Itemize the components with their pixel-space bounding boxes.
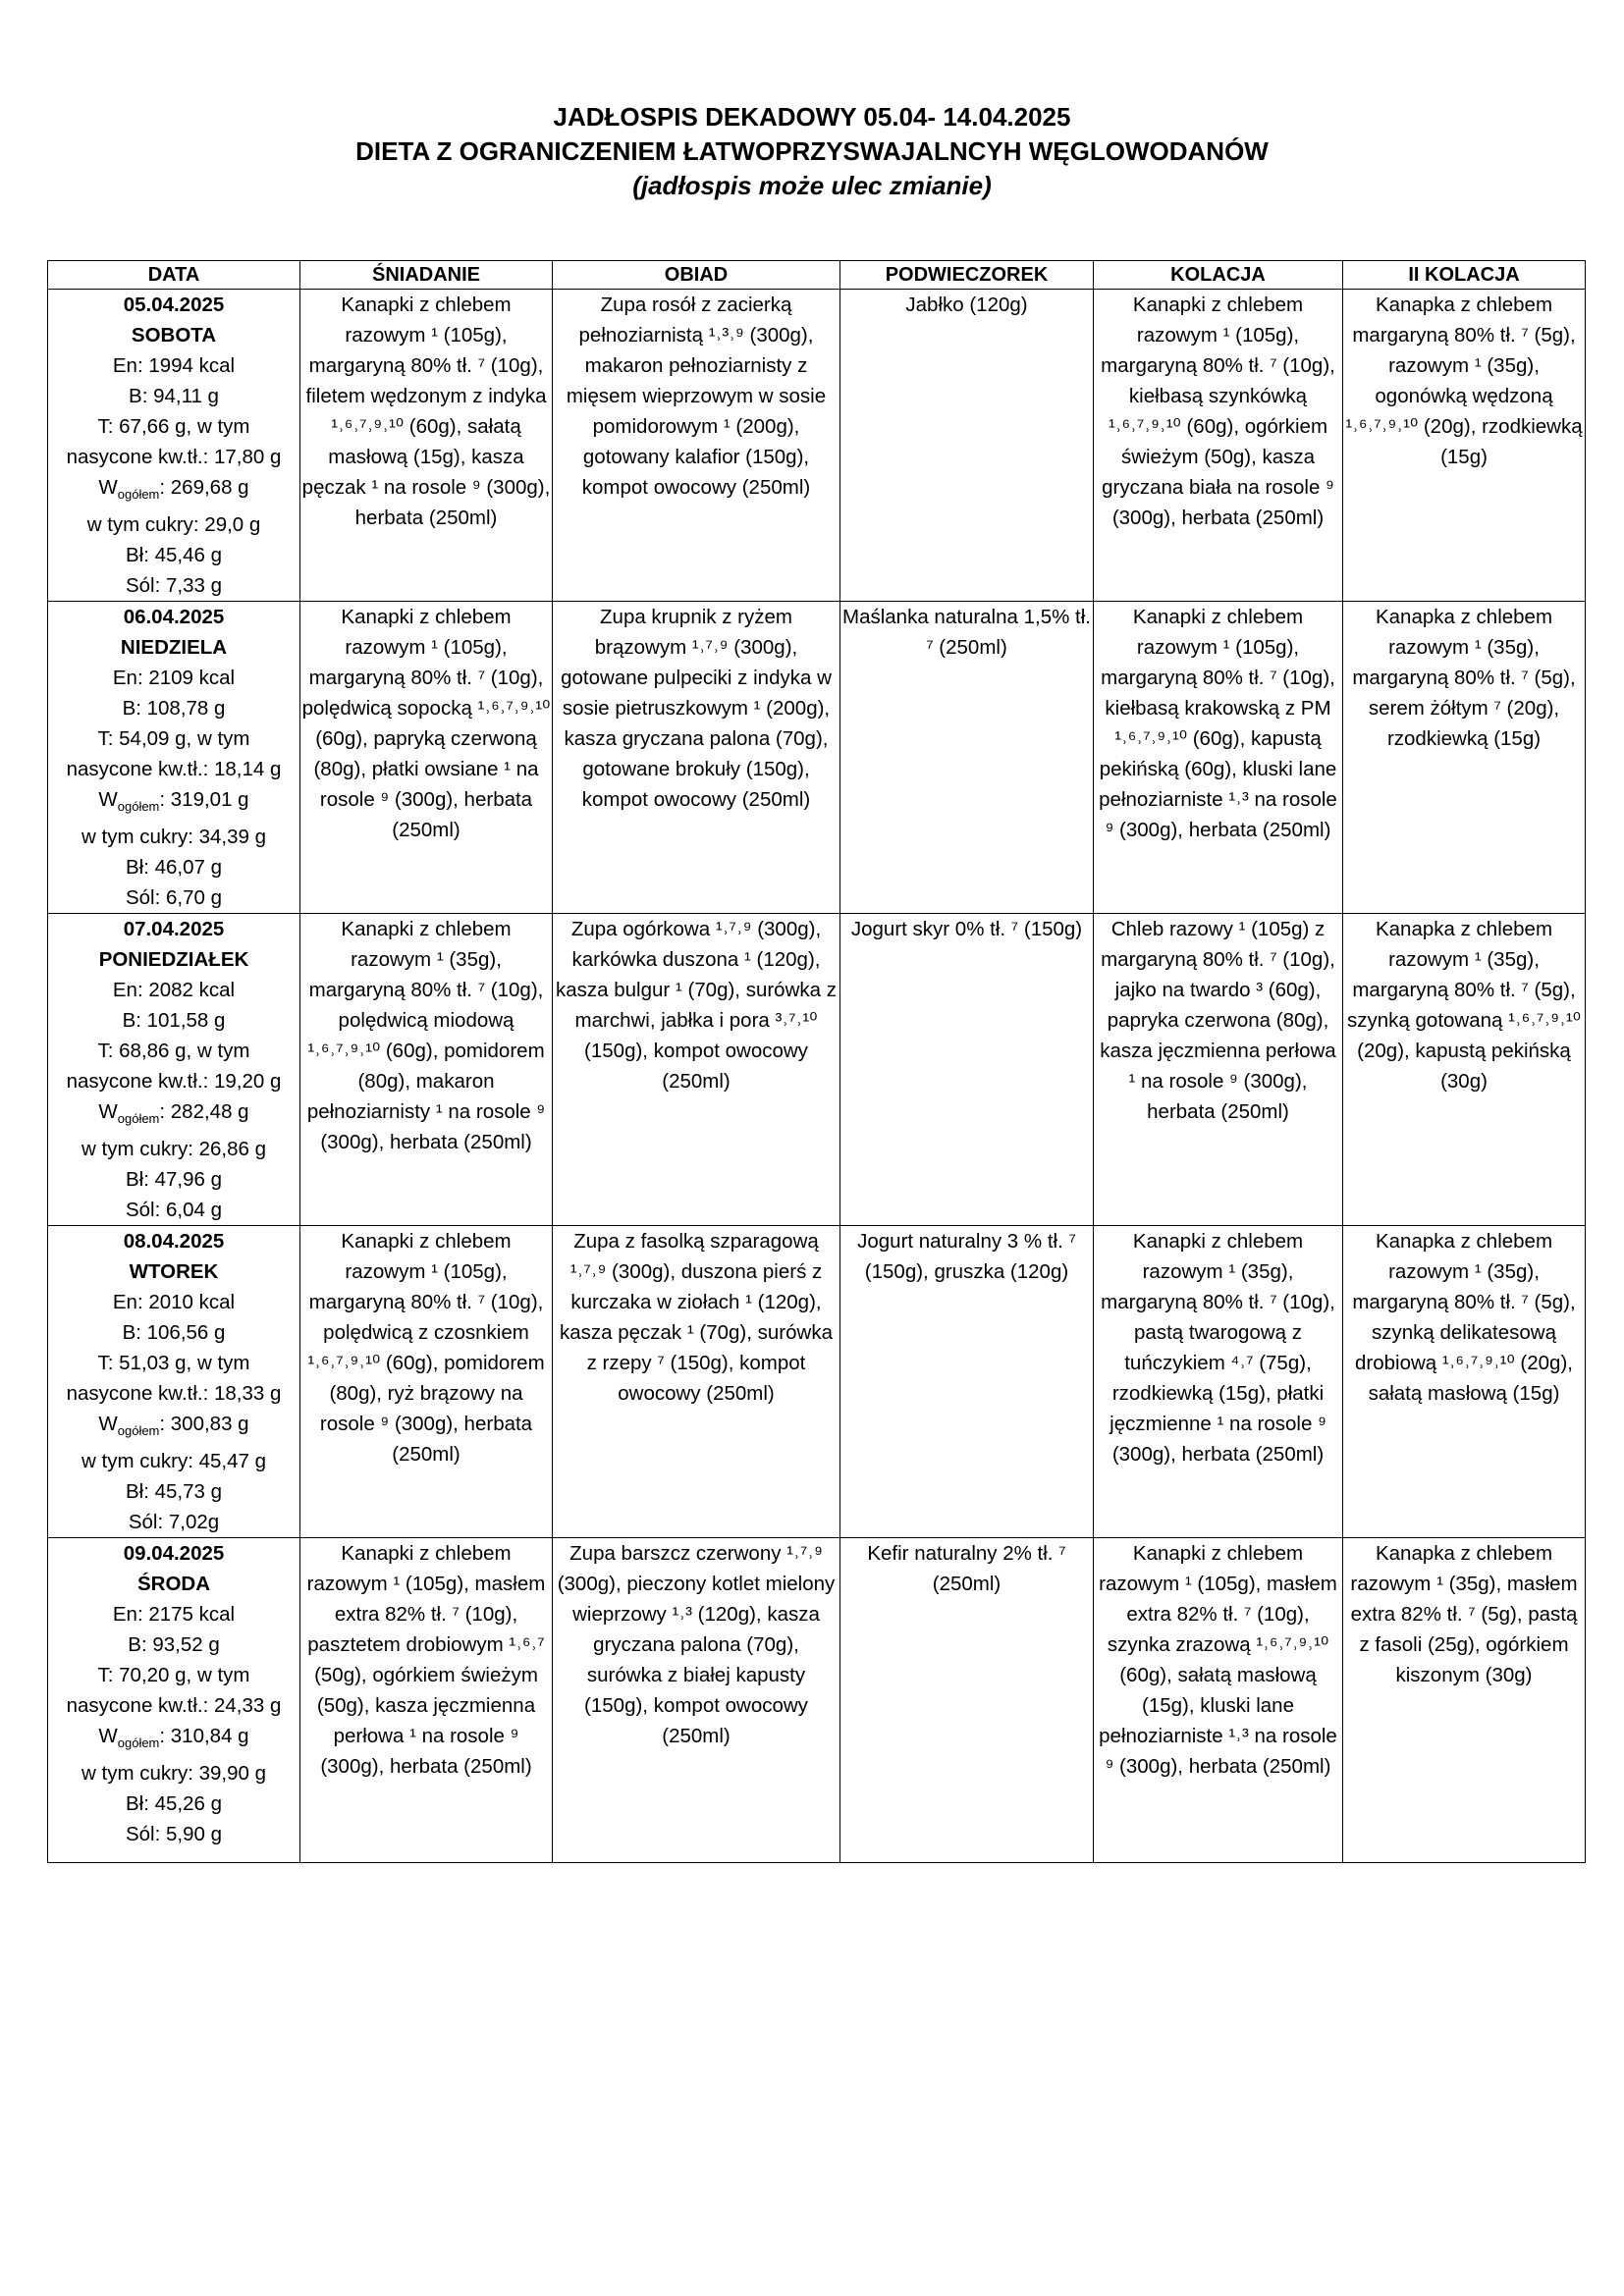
weekday: WTOREK (129, 1260, 219, 1284)
snack-cell: Jogurt skyr 0% tł. ⁷ (150g) (840, 914, 1094, 1226)
dinner-cell: Chleb razowy ¹ (105g) z margaryną 80% tł. ⁷ (10g), jajko na twardo ³ (60g), papryka czerwona (80g), kasza jęczmienna perłowa ¹ na rosole ⁹ (300g), herbata (250ml) (1094, 914, 1343, 1226)
weekday: PONIEDZIAŁEK (98, 948, 249, 972)
day-cell (48, 1538, 300, 1863)
snack-cell: Maślanka naturalna 1,5% tł. ⁷ (250ml) (840, 602, 1094, 914)
energy: En: 2109 kcal (112, 667, 236, 690)
salt: Sól: 7,02g (128, 1511, 220, 1534)
day-cell (48, 290, 300, 602)
energy: En: 2082 kcal (112, 979, 236, 1002)
breakfast-cell: Kanapki z chlebem razowym ¹ (105g), masłem extra 82% tł. ⁷ (10g), pasztetem drobiowym ¹˒⁶˒⁷ (50g), ogórkiem świeżym (50g), kasza jęczmienna perłowa ¹ na rosole ⁹ (300g), herbata (250ml) (300, 1538, 553, 1863)
carbs: $W_{ogółem}$: 269,68 g (98, 476, 249, 503)
weekday: ŚRODA (136, 1573, 211, 1596)
dinner-cell: Kanapki z chlebem razowym ¹ (35g), margaryną 80% tł. ⁷ (10g), pastą twarogową z tuńczykiem ⁴˒⁷ (75g), rzodkiewką (15g), płatki jęczmienne ¹ na rosole ⁹ (300g), herbata (250ml) (1094, 1226, 1343, 1538)
salt: Sól: 5,90 g (125, 1823, 222, 1846)
saturated-fat: nasycone kw.tł.: 24,33 g (66, 1694, 282, 1718)
carbs: $W_{ogółem}$: 319,01 g (98, 788, 249, 815)
sugar: w tym cukry: 45,47 g (81, 1450, 266, 1473)
column-header-second-dinner: II KOLACJA (1343, 261, 1586, 290)
energy: En: 1994 kcal (112, 354, 236, 377)
breakfast-cell: Kanapki z chlebem razowym ¹ (105g), margaryną 80% tł. ⁷ (10g), polędwicą z czosnkiem ¹˒⁶˒⁷˒⁹˒¹⁰ (60g), pomidorem (80g), ryż brązowy na rosole ⁹ (300g), herbata (250ml) (300, 1226, 553, 1538)
protein: B: 106,56 g (122, 1321, 226, 1345)
day-cell (48, 602, 300, 914)
fiber: Bł: 45,73 g (125, 1480, 222, 1504)
second-dinner-cell: Kanapka z chlebem razowym ¹ (35g), margaryną 80% tł. ⁷ (5g), serem żółtym ⁷ (20g), rzodkiewką (15g) (1343, 602, 1586, 914)
column-header-breakfast: ŚNIADANIE (300, 261, 553, 290)
saturated-fat: nasycone kw.tł.: 18,14 g (66, 758, 282, 781)
sugar: w tym cukry: 39,90 g (81, 1762, 266, 1786)
table-row (48, 1538, 1586, 1863)
breakfast-cell: Kanapki z chlebem razowym ¹ (105g), margaryną 80% tł. ⁷ (10g), filetem wędzonym z indyka ¹˒⁶˒⁷˒⁹˒¹⁰ (60g), sałatą masłową (15g), kasza pęczak ¹ na rosole ⁹ (300g), herbata (250ml) (300, 290, 553, 602)
carbs: $W_{ogółem}$: 282,48 g (98, 1100, 249, 1127)
date: 07.04.2025 (123, 918, 225, 941)
fat: T: 68,86 g, w tym (97, 1040, 250, 1063)
salt: Sól: 6,70 g (125, 886, 222, 910)
fiber: Bł: 46,07 g (125, 856, 222, 880)
fiber: Bł: 45,26 g (125, 1792, 222, 1816)
column-header-date: DATA (48, 261, 300, 290)
dinner-cell: Kanapki z chlebem razowym ¹ (105g), margaryną 80% tł. ⁷ (10g), kiełbasą szynkówką ¹˒⁶˒⁷˒⁹˒¹⁰ (60g), ogórkiem świeżym (50g), kasza gryczana biała na rosole ⁹ (300g), herbata (250ml) (1094, 290, 1343, 602)
header-row (48, 261, 1586, 290)
document-title: JADŁOSPIS DEKADOWY 05.04- 14.04.2025 (553, 102, 1071, 132)
second-dinner-cell: Kanapka z chlebem margaryną 80% tł. ⁷ (5g), razowym ¹ (35g), ogonówką wędzoną ¹˒⁶˒⁷˒⁹˒¹⁰ (20g), rzodkiewką (15g) (1343, 290, 1586, 602)
snack-cell: Jogurt naturalny 3 % tł. ⁷ (150g), gruszka (120g) (840, 1226, 1094, 1538)
snack-cell: Jabłko (120g) (840, 290, 1094, 602)
dinner-cell: Kanapki z chlebem razowym ¹ (105g), masłem extra 82% tł. ⁷ (10g), szynka zrazową ¹˒⁶˒⁷˒⁹˒¹⁰ (60g), sałatą masłową (15g), kluski lane pełnoziarniste ¹˒³ na rosole ⁹ (300g), herbata (250ml) (1094, 1538, 1343, 1863)
fat: T: 67,66 g, w tym (97, 415, 250, 438)
diet-name: DIETA Z OGRANICZENIEM ŁATWOPRZYSWAJALNCYH WĘGLOWODANÓW (355, 136, 1269, 166)
fat: T: 54,09 g, w tym (97, 727, 250, 751)
protein: B: 93,52 g (128, 1633, 220, 1657)
table-row (48, 1226, 1586, 1538)
menu-table (47, 260, 1586, 1863)
fat: T: 70,20 g, w tym (97, 1664, 250, 1687)
column-header-snack: PODWIECZOREK (840, 261, 1094, 290)
day-cell (48, 914, 300, 1226)
protein: B: 108,78 g (122, 697, 226, 721)
salt: Sól: 7,33 g (125, 574, 222, 598)
protein: B: 94,11 g (129, 385, 219, 407)
sugar: w tym cukry: 29,0 g (86, 513, 261, 537)
lunch-cell: Zupa z fasolką szparagową ¹˒⁷˒⁹ (300g), duszona pierś z kurczaka w ziołach ¹ (120g), kasza pęczak ¹ (70g), surówka z rzepy ⁷ (150g), kompot owocowy (250ml) (553, 1226, 840, 1538)
column-header-dinner: KOLACJA (1094, 261, 1343, 290)
second-dinner-cell: Kanapka z chlebem razowym ¹ (35g), margaryną 80% tł. ⁷ (5g), szynką delikatesową drobiową ¹˒⁶˒⁷˒⁹˒¹⁰ (20g), sałatą masłową (15g) (1343, 1226, 1586, 1538)
saturated-fat: nasycone kw.tł.: 17,80 g (66, 446, 282, 468)
dinner-cell: Kanapki z chlebem razowym ¹ (105g), margaryną 80% tł. ⁷ (10g), kiełbasą krakowską z PM ¹˒⁶˒⁷˒⁹˒¹⁰ (60g), kapustą pekińską (60g), kluski lane pełnoziarniste ¹˒³ na rosole ⁹ (300g), herbata (250ml) (1094, 602, 1343, 914)
table-row (48, 290, 1586, 602)
sugar: w tym cukry: 34,39 g (81, 826, 266, 849)
day-cell (48, 1226, 300, 1538)
date: 06.04.2025 (123, 606, 225, 629)
breakfast-cell: Kanapki z chlebem razowym ¹ (35g), margaryną 80% tł. ⁷ (10g), polędwicą miodową ¹˒⁶˒⁷˒⁹˒¹⁰ (60g), pomidorem (80g), makaron pełnoziarnisty ¹ na rosole ⁹ (300g), herbata (250ml) (300, 914, 553, 1226)
second-dinner-cell: Kanapka z chlebem razowym ¹ (35g), masłem extra 82% tł. ⁷ (5g), pastą z fasoli (25g), ogórkiem kiszonym (30g) (1343, 1538, 1586, 1863)
sugar: w tym cukry: 26,86 g (81, 1138, 266, 1161)
fiber: Bł: 45,46 g (125, 544, 222, 567)
column-header-lunch: OBIAD (553, 261, 840, 290)
fat: T: 51,03 g, w tym (97, 1352, 250, 1375)
fiber: Bł: 47,96 g (125, 1168, 222, 1192)
disclaimer: (jadłospis może ulec zmianie) (632, 171, 992, 200)
table-row (48, 914, 1586, 1226)
breakfast-cell: Kanapki z chlebem razowym ¹ (105g), margaryną 80% tł. ⁷ (10g), polędwicą sopocką ¹˒⁶˒⁷˒⁹˒¹⁰ (60g), papryką czerwoną (80g), płatki owsiane ¹ na rosole ⁹ (300g), herbata (250ml) (300, 602, 553, 914)
energy: En: 2175 kcal (112, 1603, 236, 1627)
lunch-cell: Zupa barszcz czerwony ¹˒⁷˒⁹ (300g), pieczony kotlet mielony wieprzowy ¹˒³ (120g), kasza gryczana palona (70g), surówka z białej kapusty (150g), kompot owocowy (250ml) (553, 1538, 840, 1863)
date: 05.04.2025 (123, 294, 225, 316)
second-dinner-cell: Kanapka z chlebem razowym ¹ (35g), margaryną 80% tł. ⁷ (5g), szynką gotowaną ¹˒⁶˒⁷˒⁹˒¹⁰ (20g), kapustą pekińską (30g) (1343, 914, 1586, 1226)
date: 08.04.2025 (123, 1230, 225, 1254)
salt: Sól: 6,04 g (125, 1199, 222, 1222)
saturated-fat: nasycone kw.tł.: 19,20 g (66, 1070, 282, 1094)
table-row (48, 602, 1586, 914)
snack-cell: Kefir naturalny 2% tł. ⁷ (250ml) (840, 1538, 1094, 1863)
document-header (0, 100, 1624, 203)
weekday: NIEDZIELA (120, 636, 228, 660)
lunch-cell: Zupa krupnik z ryżem brązowym ¹˒⁷˒⁹ (300g), gotowane pulpeciki z indyka w sosie pietruszkowym ¹ (200g), kasza gryczana palona (70g), gotowane brokuły (150g), kompot owocowy (250ml) (553, 602, 840, 914)
energy: En: 2010 kcal (112, 1291, 236, 1314)
lunch-cell: Zupa ogórkowa ¹˒⁷˒⁹ (300g), karkówka duszona ¹ (120g), kasza bulgur ¹ (70g), surówka z marchwi, jabłka i pora ³˒⁷˒¹⁰ (150g), kompot owocowy (250ml) (553, 914, 840, 1226)
weekday: SOBOTA (131, 324, 217, 347)
carbs: $W_{ogółem}$: 300,83 g (98, 1413, 249, 1439)
lunch-cell: Zupa rosół z zacierką pełnoziarnistą ¹˒³˒⁹ (300g), makaron pełnoziarnisty z mięsem wieprzowym w sosie pomidorowym ¹ (200g), gotowany kalafior (150g), kompot owocowy (250ml) (553, 290, 840, 602)
date: 09.04.2025 (123, 1542, 225, 1566)
protein: B: 101,58 g (122, 1009, 226, 1033)
carbs: $W_{ogółem}$: 310,84 g (98, 1725, 249, 1751)
saturated-fat: nasycone kw.tł.: 18,33 g (66, 1382, 282, 1406)
